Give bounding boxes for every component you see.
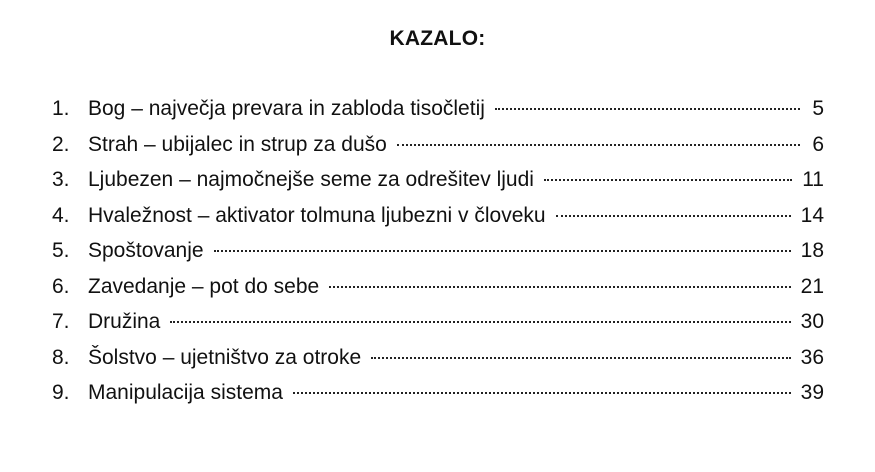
dot-leader: [214, 250, 791, 252]
entry-number: 1.: [52, 97, 70, 120]
entry-title: Družina: [88, 310, 161, 333]
toc-entry: [52, 346, 824, 382]
dot-leader: [495, 108, 800, 110]
entry-number: 9.: [52, 381, 70, 404]
toc-entry: [52, 204, 824, 240]
entry-number: 6.: [52, 274, 70, 298]
toc-entry: [52, 133, 824, 169]
entry-number: 5.: [52, 239, 70, 262]
table-of-contents: [52, 97, 824, 417]
entry-page-number: 5: [812, 97, 824, 120]
toc-entry: [52, 310, 824, 346]
entry-title: Hvaležnost – aktivator tolmuna ljubezni v človeku: [88, 203, 546, 227]
entry-page-number: 36: [800, 345, 824, 369]
toc-entry: [52, 275, 824, 311]
entry-title: Manipulacija sistema: [88, 381, 283, 404]
entry-page-number: 6: [812, 132, 824, 156]
entry-page-number: 11: [802, 168, 824, 191]
entry-title: Ljubezen – najmočnejše seme za odrešitev ljudi: [88, 168, 534, 191]
entry-number: 2.: [52, 132, 70, 156]
dot-leader: [544, 179, 792, 181]
entry-title: Spoštovanje: [88, 239, 204, 262]
entry-number: 8.: [52, 345, 70, 369]
entry-page-number: 30: [800, 310, 824, 333]
toc-entry: [52, 239, 824, 275]
entry-number: 4.: [52, 203, 70, 227]
entry-title: Šolstvo – ujetništvo za otroke: [88, 345, 362, 369]
toc-entry: [52, 381, 824, 417]
page-title: KAZALO:: [389, 27, 486, 50]
dot-leader: [556, 215, 791, 217]
entry-title: Strah – ubijalec in strup za dušo: [88, 132, 387, 156]
entry-page-number: 18: [800, 239, 824, 262]
entry-number: 3.: [52, 168, 70, 191]
dot-leader: [293, 392, 791, 394]
toc-entry: [52, 97, 824, 133]
toc-entry: [52, 168, 824, 204]
dot-leader: [329, 286, 790, 288]
entry-page-number: 14: [800, 203, 824, 227]
entry-title: Zavedanje – pot do sebe: [88, 274, 320, 298]
entry-title: Bog – največja prevara in zabloda tisočletij: [88, 97, 485, 120]
entry-page-number: 39: [800, 381, 824, 404]
entry-page-number: 21: [800, 274, 824, 298]
dot-leader: [371, 357, 790, 359]
dot-leader: [170, 321, 790, 323]
entry-number: 7.: [52, 310, 70, 333]
dot-leader: [397, 144, 800, 146]
